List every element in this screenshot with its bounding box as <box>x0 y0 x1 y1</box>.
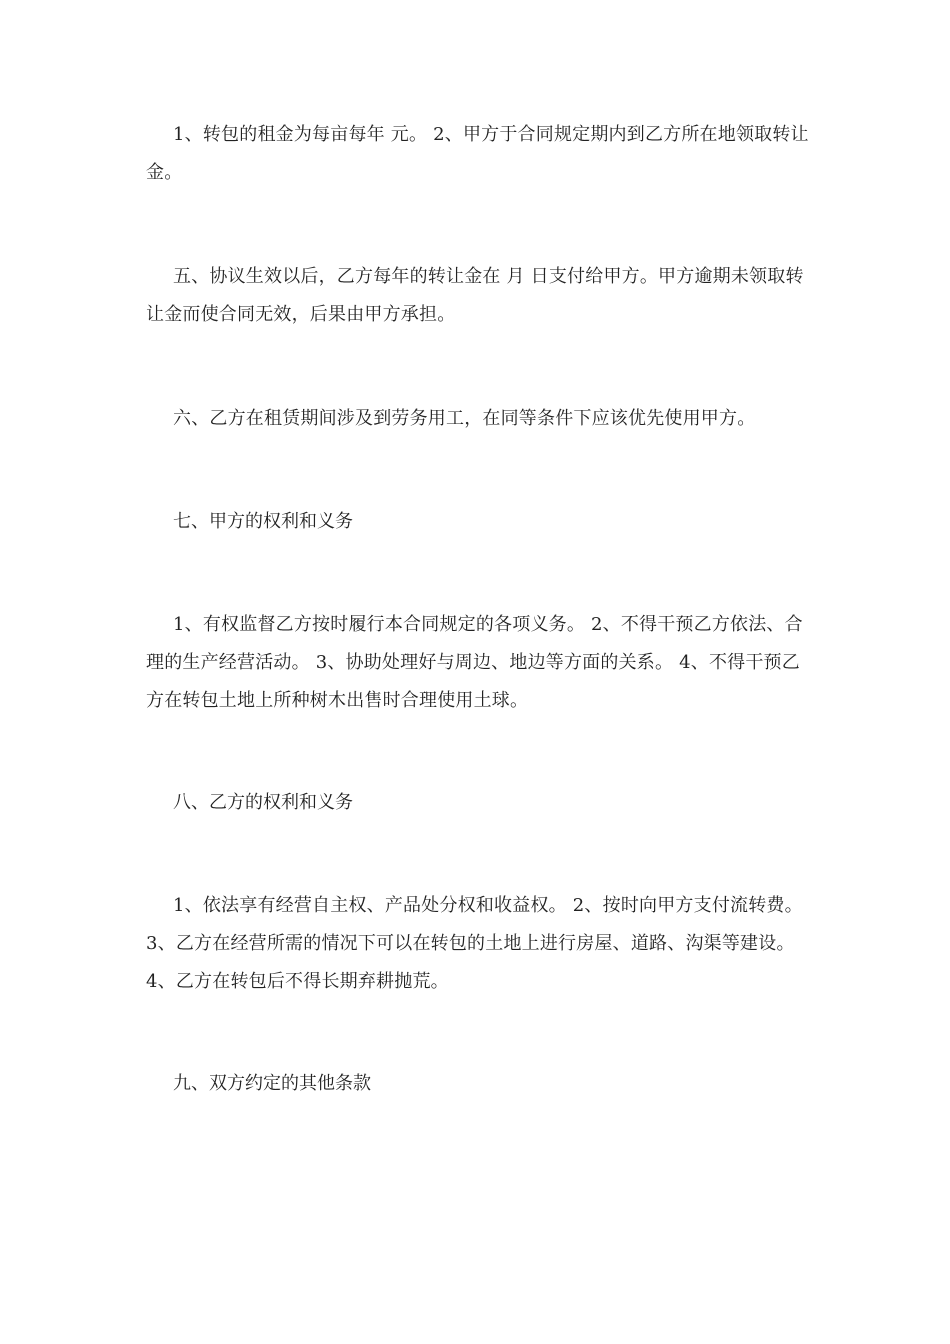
paragraph-section-5: 五、协议生效以后，乙方每年的转让金在 月 日支付给甲方。甲方逾期未领取转让金而使合同无效，后果由甲方承担。 <box>146 266 804 325</box>
paragraph-section-8-items: 1、依法享有经营自主权、产品处分权和收益权。 2、按时向甲方支付流转费。 3、乙方在经营所需的情况下可以在转包的土地上进行房屋、道路、沟渠等建设。 4、乙方在转包后不得长期弃耕抛荒。 <box>146 895 803 992</box>
paragraph-rent-clause: 1、转包的租金为每亩每年 元。 2、甲方于合同规定期内到乙方所在地领取转让金。 <box>146 124 809 183</box>
heading-section-9: 九、双方约定的其他条款 <box>173 1073 371 1094</box>
paragraph-section-6: 六、乙方在租赁期间涉及到劳务用工，在同等条件下应该优先使用甲方。 <box>173 408 756 429</box>
heading-section-8: 八、乙方的权利和义务 <box>173 792 353 813</box>
heading-section-7: 七、甲方的权利和义务 <box>173 511 353 532</box>
paragraph-section-7-items: 1、有权监督乙方按时履行本合同规定的各项义务。 2、不得干预乙方依法、合理的生产经营活动。 3、协助处理好与周边、地边等方面的关系。 4、不得干预乙方在转包土地上所种树木出售时合理使用土球。 <box>146 614 803 711</box>
